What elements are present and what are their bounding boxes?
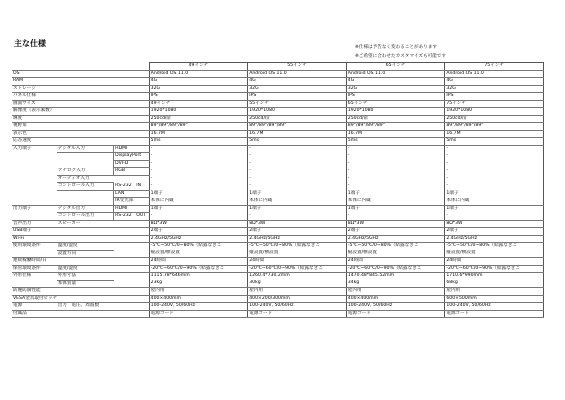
spec-port: HDMI: [114, 205, 150, 213]
spec-sublabel: [57, 160, 114, 168]
spec-row: [12, 138, 544, 146]
spec-sublabel: [57, 70, 114, 78]
spec-value-75: -20℃~60℃/0~90%（結露なきこ: [445, 265, 544, 273]
spec-port: DisplayPort: [114, 153, 150, 161]
spec-value-75: 2端子: [445, 228, 544, 236]
spec-value-75: 100-240V, 50/60Hz: [445, 303, 544, 311]
spec-value-49: 100-240V, 50/60Hz: [149, 303, 248, 311]
spec-value-55: -5℃~50℃/0~80%（結露なきこ: [248, 243, 347, 251]
spec-row: [12, 100, 544, 108]
spec-value-65: 屋内用: [346, 288, 445, 296]
spec-value-65: -5℃~50℃/0~80%（結露なきこ: [346, 243, 445, 251]
spec-value-49: -: [149, 183, 248, 191]
spec-value-49: 1端子: [149, 205, 248, 213]
spec-value-75: IPS: [445, 93, 544, 101]
spec-label: 付属品: [12, 310, 57, 318]
spec-value-65: -: [346, 145, 445, 153]
spec-value-65: 縦設置/横設置: [346, 250, 445, 258]
spec-value-55: 32G: [248, 85, 347, 93]
spec-value-49: 250cd/㎡: [149, 115, 248, 123]
spec-value-65: -: [346, 160, 445, 168]
spec-value-75: 1端子: [445, 190, 544, 198]
spec-value-49: -20℃~60℃/0~90%（結露なきこ: [149, 265, 248, 273]
spec-row: [12, 93, 544, 101]
spec-row: [12, 243, 544, 251]
spec-value-65: 89°/89°/89°/89°: [346, 123, 445, 131]
spec-value-55: -20℃~60℃/0~90%（結露なきこ: [248, 265, 347, 273]
spec-row: [12, 288, 544, 296]
spec-value-49: 屋内用: [149, 288, 248, 296]
spec-value-65: IPS: [346, 93, 445, 101]
spec-value-55: 5ms: [248, 138, 347, 146]
spec-label: 保管環境条件: [12, 265, 57, 273]
spec-value-65: 4G: [346, 78, 445, 86]
spec-value-75: 89°/89°/89°/89°: [445, 123, 544, 131]
spec-sublabel: 本体質量: [57, 280, 114, 288]
spec-port: [114, 288, 150, 296]
spec-port: [114, 78, 150, 86]
spec-port: RS-232 OUT: [114, 213, 150, 221]
spec-port: [114, 85, 150, 93]
spec-label: 連続稼働時間/日: [12, 258, 57, 266]
spec-label: 出力端子: [13, 205, 32, 211]
spec-port: [114, 100, 150, 108]
spec-port: DVI-D: [114, 160, 150, 168]
spec-label: 電源: [12, 303, 57, 311]
spec-value-75: 16.7M: [445, 130, 544, 138]
spec-value-65: 1470.48*845.52mm: [346, 273, 445, 281]
spec-row: [12, 145, 544, 153]
spec-port: HDMI: [114, 145, 150, 153]
spec-sublabel: [57, 235, 114, 243]
spec-value-49: -: [149, 175, 248, 183]
spec-table: [12, 62, 544, 318]
spec-row: [12, 160, 544, 168]
spec-value-55: -: [248, 175, 347, 183]
spec-value-49: -: [149, 160, 248, 168]
spec-sublabel: コントロール出力: [57, 213, 114, 221]
spec-row: [12, 310, 544, 318]
spec-value-75: 250cd/㎡: [445, 115, 544, 123]
spec-port: [114, 220, 150, 228]
spec-value-49: 1920*1080: [149, 108, 248, 116]
spec-row: [12, 78, 544, 86]
spec-port: [114, 70, 150, 78]
spec-value-75: 本体に内蔵: [445, 198, 544, 206]
spec-value-75: -: [445, 213, 544, 221]
spec-value-55: -: [248, 168, 347, 176]
spec-row: [12, 213, 544, 221]
spec-value-49: 49インチ: [149, 100, 248, 108]
spec-row: [12, 228, 544, 236]
spec-value-55: -: [248, 213, 347, 221]
spec-value-55: 4G: [248, 78, 347, 86]
spec-label: 解像度（表示素数）: [12, 108, 57, 116]
spec-sublabel: [57, 123, 114, 131]
spec-value-55: 100-240V, 50/60Hz: [248, 303, 347, 311]
spec-sublabel: [57, 310, 114, 318]
spec-value-65: 本体に内蔵: [346, 198, 445, 206]
header-blank: [114, 63, 150, 71]
spec-value-49: 5ms: [149, 138, 248, 146]
spec-value-55: 1920*1080: [248, 108, 347, 116]
spec-label: 輝度: [12, 115, 57, 123]
spec-sublabel: [57, 138, 114, 146]
spec-sublabel: オーディオ入力: [57, 175, 114, 183]
spec-value-65: 8Ω*3W: [346, 220, 445, 228]
spec-row: [12, 265, 544, 273]
spec-value-49: 8Ω*3W: [149, 220, 248, 228]
spec-port: [114, 243, 150, 251]
spec-value-65: 400×400mm: [346, 295, 445, 303]
spec-label: 表示色: [12, 130, 57, 138]
spec-value-49: 16.7M: [149, 130, 248, 138]
spec-port: [114, 235, 150, 243]
spec-port: [114, 273, 150, 281]
spec-label: 防塵防滴性能: [12, 288, 57, 296]
spec-sublabel: [57, 85, 114, 93]
spec-sublabel: [57, 288, 114, 296]
spec-sublabel: [57, 258, 114, 266]
spec-value-55: 30kg: [248, 280, 347, 288]
spec-value-55: -: [248, 160, 347, 168]
spec-label: 音声出力: [12, 220, 57, 228]
spec-value-75: 1920*1080: [445, 108, 544, 116]
spec-value-55: Android OS 11.0: [248, 70, 347, 78]
spec-sublabel: アナログ入力: [57, 168, 114, 176]
spec-value-75: 5ms: [445, 138, 544, 146]
spec-port: [114, 175, 150, 183]
spec-label: [12, 198, 57, 206]
spec-value-75: 68kg: [445, 280, 544, 288]
spec-value-75: -: [445, 183, 544, 191]
spec-value-65: -20℃~60℃/0~90%（結露なきこ: [346, 265, 445, 273]
spec-value-49: 24時間: [149, 258, 248, 266]
spec-value-75: 1端子: [445, 205, 544, 213]
spec-value-75: 1710.6*990mm: [445, 273, 544, 281]
header-blank: [57, 63, 114, 71]
spec-sublabel: デジタル入力: [57, 145, 114, 153]
spec-row: [12, 250, 544, 258]
spec-row: [12, 303, 544, 311]
spec-value-75: 600×500mm: [445, 295, 544, 303]
spec-label: 使用環境条件: [13, 243, 41, 249]
spec-sublabel: [57, 108, 114, 116]
spec-value-55: 1260.4*730.2mm: [248, 273, 347, 281]
spec-value-75: 屋内用: [445, 288, 544, 296]
spec-port: [114, 258, 150, 266]
spec-value-49: -: [149, 153, 248, 161]
spec-value-55: 縦設置/横設置: [248, 250, 347, 258]
spec-value-55: 電源コード: [248, 310, 347, 318]
spec-value-65: 32G: [346, 85, 445, 93]
column-header-65: 65インチ: [346, 63, 445, 71]
spec-value-49: 電源コード: [149, 310, 248, 318]
spec-value-75: 8Ω*3W: [445, 220, 544, 228]
spec-row: [12, 175, 544, 183]
spec-label: 画面サイズ: [12, 100, 57, 108]
spec-label: USB端子: [12, 228, 57, 236]
spec-sublabel: [57, 78, 114, 86]
spec-port: [114, 115, 150, 123]
spec-row: [12, 205, 544, 213]
spec-value-49: IPS: [149, 93, 248, 101]
spec-label: VESA金具取付ピッチ: [13, 295, 57, 301]
spec-label: OS: [12, 70, 57, 78]
spec-value-55: 2.4GHz/5GHz: [248, 235, 347, 243]
spec-sublabel: 出力 電圧、周波数: [57, 303, 114, 311]
spec-value-65: 24時間: [346, 258, 445, 266]
spec-value-55: 16.7M: [248, 130, 347, 138]
spec-port: RS-232 IN: [114, 183, 150, 191]
spec-label: [12, 213, 57, 221]
spec-value-55: 89°/89°/89°/89°: [248, 123, 347, 131]
spec-row: [12, 153, 544, 161]
spec-row: [12, 183, 544, 191]
spec-port: [114, 265, 150, 273]
spec-row: [12, 235, 544, 243]
header-row: [12, 63, 544, 71]
spec-value-55: 屋内用: [248, 288, 347, 296]
column-header-49: 49インチ: [149, 63, 248, 71]
spec-value-75: 32G: [445, 85, 544, 93]
spec-row: [12, 168, 544, 176]
spec-label: 応答速度: [12, 138, 57, 146]
spec-label: [12, 153, 57, 161]
spec-value-65: 2端子: [346, 228, 445, 236]
note-spec-change: ※仕様は予告なく変わることがあります: [355, 45, 437, 50]
header-blank: [12, 63, 57, 71]
spec-value-65: 250cd/㎡: [346, 115, 445, 123]
spec-value-49: 縦設置/横設置: [149, 250, 248, 258]
spec-value-75: 電源コード: [445, 310, 544, 318]
spec-value-55: 55インチ: [248, 100, 347, 108]
spec-port: [114, 108, 150, 116]
spec-row: [12, 280, 544, 288]
spec-row: [12, 85, 544, 93]
spec-value-65: -: [346, 153, 445, 161]
spec-label: [12, 183, 57, 191]
spec-label: RAM: [12, 78, 57, 86]
spec-label: 入力端子: [13, 145, 32, 151]
spec-value-55: -: [248, 183, 347, 191]
spec-port: [114, 123, 150, 131]
spec-sublabel: 温度/湿度: [57, 265, 114, 273]
spec-sublabel: [57, 130, 114, 138]
spec-row: [12, 273, 544, 281]
spec-value-55: 250cd/㎡: [248, 115, 347, 123]
spec-label: 外形仕様: [13, 273, 32, 279]
spec-value-55: 24時間: [248, 258, 347, 266]
spec-label: Wi-Fi: [12, 235, 57, 243]
spec-value-49: -: [149, 145, 248, 153]
spec-value-75: 24時間: [445, 258, 544, 266]
spec-sublabel: [57, 100, 114, 108]
spec-port: LAN: [114, 190, 150, 198]
spec-value-75: -: [445, 175, 544, 183]
spec-value-49: Android OS 11.0: [149, 70, 248, 78]
spec-value-65: 1920*1080: [346, 108, 445, 116]
spec-value-55: 400×200/300mm: [248, 295, 347, 303]
note-customize: ※ご希望に合わせたカスタマイズも可能です: [355, 54, 446, 59]
spec-value-65: -: [346, 168, 445, 176]
spec-sublabel: 設置方向: [57, 250, 114, 258]
spec-sublabel: [57, 115, 114, 123]
spec-value-75: -: [445, 153, 544, 161]
spec-label: [12, 250, 57, 258]
spec-value-55: 8Ω*3W: [248, 220, 347, 228]
spec-value-65: 電源コード: [346, 310, 445, 318]
spec-value-49: 32G: [149, 85, 248, 93]
spec-row: [12, 130, 544, 138]
spec-value-55: -: [248, 153, 347, 161]
spec-value-49: -: [149, 213, 248, 221]
spec-value-55: 1端子: [248, 205, 347, 213]
page-title: 主な仕様: [14, 39, 46, 48]
spec-port: IR受光部: [114, 198, 150, 206]
spec-value-65: 34kg: [346, 280, 445, 288]
spec-row: [12, 220, 544, 228]
spec-value-65: Android OS 11.0: [346, 70, 445, 78]
spec-row: [12, 295, 544, 303]
spec-sublabel: 温度/湿度: [57, 243, 114, 251]
spec-label: パネル仕様: [12, 93, 57, 101]
spec-value-49: 400×400mm: [149, 295, 248, 303]
spec-sublabel: デジタル出力: [57, 205, 114, 213]
spec-value-75: 2.4GHz/5GHz: [445, 235, 544, 243]
spec-port: [114, 228, 150, 236]
spec-value-65: 100-240V, 50/60Hz: [346, 303, 445, 311]
spec-value-49: 23kg: [149, 280, 248, 288]
spec-sublabel: [57, 153, 114, 161]
spec-sublabel: [57, 93, 114, 101]
spec-label: [12, 190, 57, 198]
column-header-75: 75インチ: [445, 63, 544, 71]
spec-row: [12, 198, 544, 206]
spec-row: [12, 108, 544, 116]
spec-value-55: IPS: [248, 93, 347, 101]
spec-value-49: 2端子: [149, 228, 248, 236]
spec-label: [12, 168, 57, 176]
spec-sublabel: [57, 295, 114, 303]
spec-port: RGB: [114, 168, 150, 176]
spec-port: [114, 280, 150, 288]
spec-value-65: 65インチ: [346, 100, 445, 108]
spec-value-65: 5ms: [346, 138, 445, 146]
spec-value-75: -: [445, 160, 544, 168]
spec-value-49: 2.4GHz/5GHz: [149, 235, 248, 243]
spec-label: [12, 160, 57, 168]
spec-row: [12, 258, 544, 266]
spec-value-75: -5℃~50℃/0~80%（結露なきこ: [445, 243, 544, 251]
spec-sublabel: コントロール入力: [57, 183, 114, 191]
spec-value-49: 1端子: [149, 190, 248, 198]
spec-value-55: 2端子: [248, 228, 347, 236]
spec-sublabel: [57, 228, 114, 236]
spec-port: [114, 93, 150, 101]
spec-port: [114, 303, 150, 311]
spec-value-75: Android OS 11.0: [445, 70, 544, 78]
column-header-55: 55インチ: [248, 63, 347, 71]
spec-value-75: 75インチ: [445, 100, 544, 108]
spec-sublabel: 外形寸法: [57, 273, 114, 281]
spec-row: [12, 70, 544, 78]
spec-value-49: 本体に内蔵: [149, 198, 248, 206]
spec-value-49: -5℃~50℃/0~80%（結露なきこ: [149, 243, 248, 251]
spec-port: [114, 130, 150, 138]
spec-value-65: 16.7M: [346, 130, 445, 138]
spec-label: ストレージ: [12, 85, 57, 93]
spec-sublabel: スピーカー: [57, 220, 114, 228]
spec-value-75: -: [445, 168, 544, 176]
spec-value-49: 89°/89°/89°/89°: [149, 123, 248, 131]
spec-value-49: 4G: [149, 78, 248, 86]
spec-value-65: 2.4GHz/5GHz: [346, 235, 445, 243]
spec-value-55: -: [248, 145, 347, 153]
spec-label: [12, 175, 57, 183]
spec-row: [12, 190, 544, 198]
spec-value-49: -: [149, 168, 248, 176]
spec-port: [114, 138, 150, 146]
spec-port: [114, 295, 150, 303]
spec-sublabel: [57, 198, 114, 206]
spec-value-75: 4G: [445, 78, 544, 86]
spec-label: 視野角: [12, 123, 57, 131]
spec-sublabel: [57, 190, 114, 198]
spec-value-65: 1端子: [346, 190, 445, 198]
spec-port: [114, 250, 150, 258]
spec-value-55: 1端子: [248, 190, 347, 198]
spec-value-65: -: [346, 183, 445, 191]
spec-value-49: 1115.78*646mm: [149, 273, 248, 281]
spec-label: [12, 280, 57, 288]
spec-row: [12, 115, 544, 123]
spec-row: [12, 123, 544, 131]
spec-port: [114, 310, 150, 318]
spec-value-65: -: [346, 175, 445, 183]
spec-value-55: 本体に内蔵: [248, 198, 347, 206]
spec-value-75: 縦設置/横設置: [445, 250, 544, 258]
spec-value-65: 1端子: [346, 205, 445, 213]
spec-value-75: -: [445, 145, 544, 153]
spec-value-65: -: [346, 213, 445, 221]
